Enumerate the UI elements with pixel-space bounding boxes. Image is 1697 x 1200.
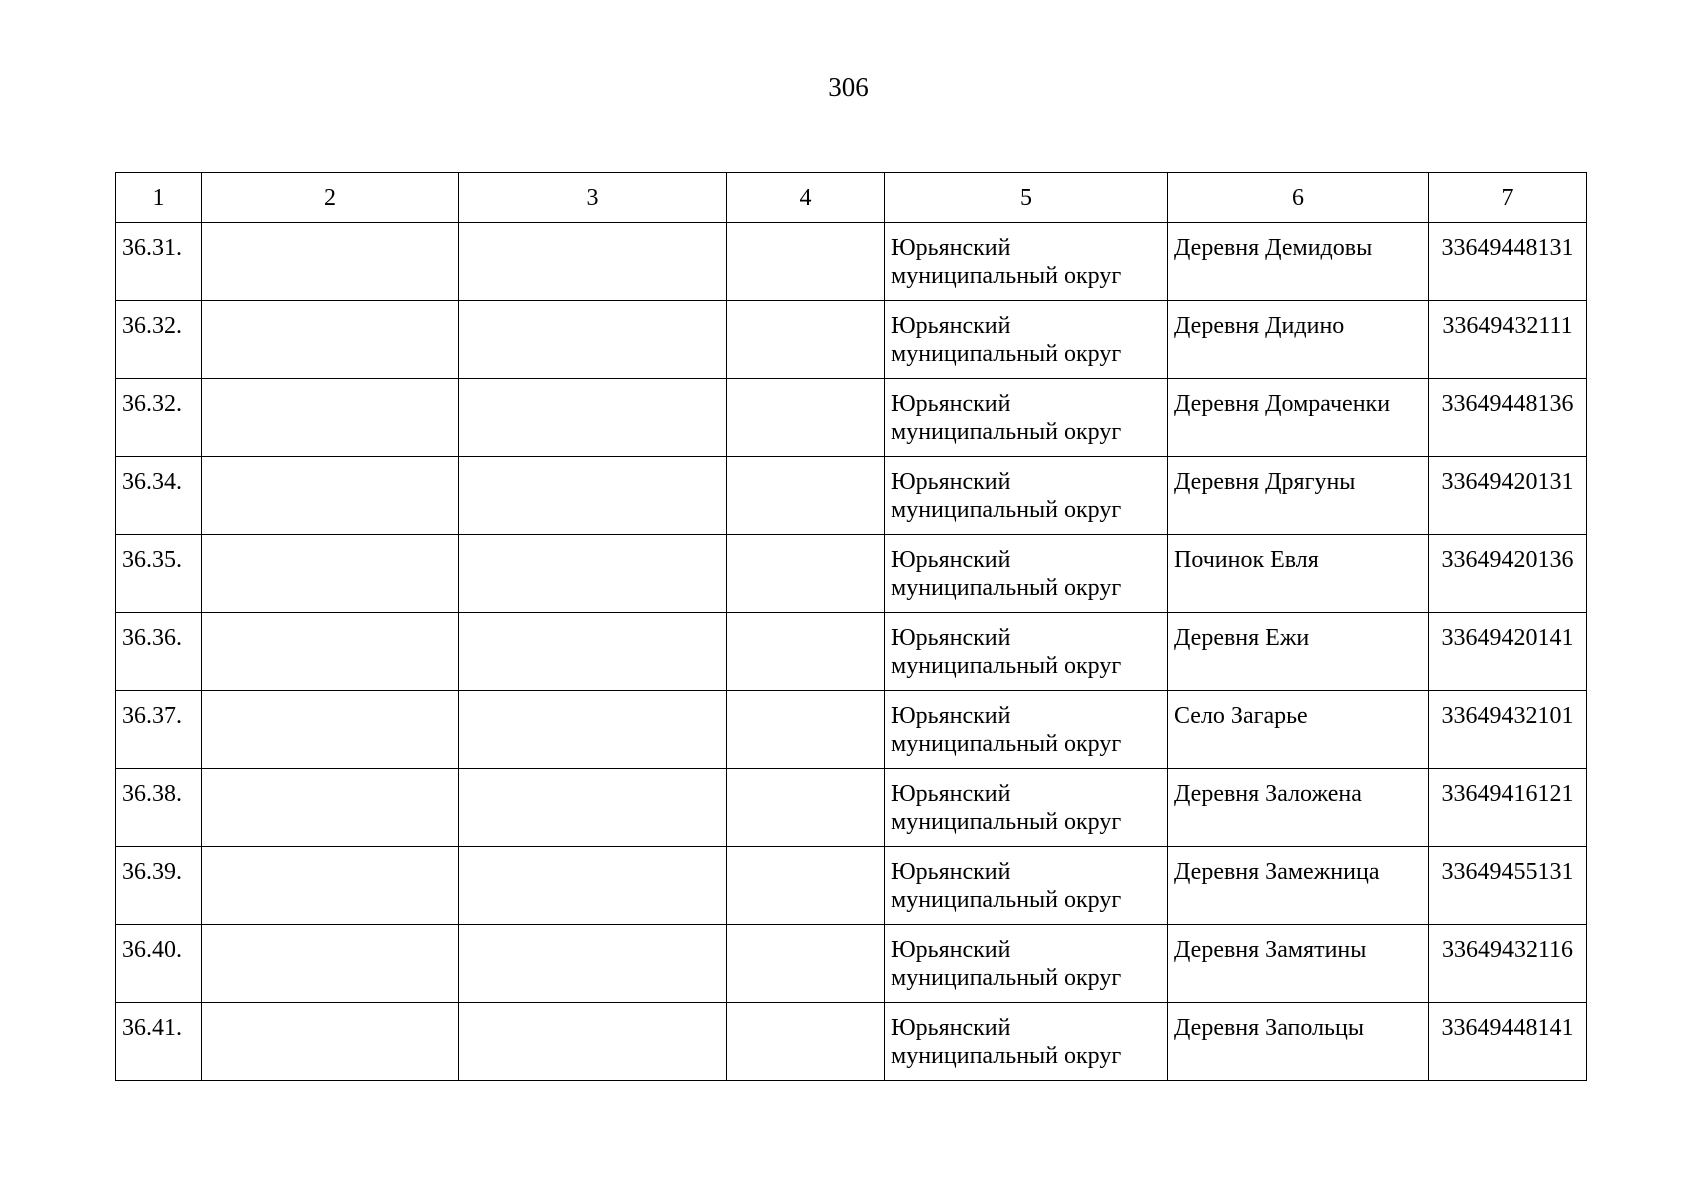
cell-col-4 [727,535,885,613]
cell-oktmo-code: 33649448131 [1429,223,1587,301]
cell-col-4 [727,925,885,1003]
row-number: 36.31. [116,223,202,301]
cell-col-4 [727,379,885,457]
row-number: 36.39. [116,847,202,925]
district-name: Юрьянский [891,1015,1011,1041]
table-row [116,223,1587,301]
cell-district [885,379,1168,457]
cell-district [885,535,1168,613]
district-name: Юрьянский [891,313,1011,339]
table-row [116,457,1587,535]
district-type: муниципальный округ [891,575,1122,601]
cell-district [885,925,1168,1003]
cell-settlement: Починок Евля [1168,535,1429,613]
district-type: муниципальный округ [891,263,1122,289]
cell-col-2 [202,223,459,301]
cell-col-3 [459,301,727,379]
district-name: Юрьянский [891,703,1011,729]
cell-col-3 [459,535,727,613]
cell-col-4 [727,769,885,847]
cell-col-3 [459,379,727,457]
cell-oktmo-code: 33649420131 [1429,457,1587,535]
table-row [116,925,1587,1003]
cell-col-2 [202,769,459,847]
district-name: Юрьянский [891,469,1011,495]
cell-district [885,1003,1168,1081]
cell-settlement: Деревня Заложена [1168,769,1429,847]
cell-col-2 [202,301,459,379]
row-number: 36.32. [116,301,202,379]
cell-settlement: Деревня Дрягуны [1168,457,1429,535]
cell-oktmo-code: 33649420136 [1429,535,1587,613]
cell-settlement: Деревня Домраченки [1168,379,1429,457]
column-header-6: 6 [1168,173,1429,223]
table-row [116,535,1587,613]
cell-oktmo-code: 33649455131 [1429,847,1587,925]
page-number: 306 [828,72,869,102]
table-row [116,847,1587,925]
cell-col-4 [727,847,885,925]
cell-oktmo-code: 33649432111 [1429,301,1587,379]
cell-col-4 [727,301,885,379]
district-type: муниципальный округ [891,731,1122,757]
row-number: 36.41. [116,1003,202,1081]
row-number: 36.40. [116,925,202,1003]
district-name: Юрьянский [891,781,1011,807]
cell-settlement: Деревня Замежница [1168,847,1429,925]
cell-settlement: Село Загарье [1168,691,1429,769]
row-number: 36.38. [116,769,202,847]
cell-settlement: Деревня Демидовы [1168,223,1429,301]
district-type: муниципальный округ [891,341,1122,367]
district-type: муниципальный округ [891,419,1122,445]
column-header-5: 5 [885,173,1168,223]
cell-district [885,457,1168,535]
column-header-1: 1 [116,173,202,223]
cell-settlement: Деревня Замятины [1168,925,1429,1003]
cell-col-4 [727,1003,885,1081]
cell-district [885,691,1168,769]
row-number: 36.36. [116,613,202,691]
cell-district [885,847,1168,925]
district-type: муниципальный округ [891,965,1122,991]
cell-col-2 [202,691,459,769]
column-header-2: 2 [202,173,459,223]
cell-col-4 [727,457,885,535]
cell-col-3 [459,1003,727,1081]
district-type: муниципальный округ [891,887,1122,913]
cell-col-4 [727,223,885,301]
cell-col-3 [459,223,727,301]
table-row [116,301,1587,379]
cell-oktmo-code: 33649432116 [1429,925,1587,1003]
cell-col-2 [202,613,459,691]
cell-oktmo-code: 33649420141 [1429,613,1587,691]
cell-settlement: Деревня Запольцы [1168,1003,1429,1081]
table-header-row [116,173,1587,223]
cell-col-3 [459,847,727,925]
column-header-4: 4 [727,173,885,223]
table-row [116,379,1587,457]
district-type: муниципальный округ [891,653,1122,679]
row-number: 36.32. [116,379,202,457]
column-header-3: 3 [459,173,727,223]
cell-oktmo-code: 33649448136 [1429,379,1587,457]
cell-col-4 [727,613,885,691]
cell-col-3 [459,925,727,1003]
cell-col-3 [459,613,727,691]
settlements-table [115,172,1587,1081]
district-name: Юрьянский [891,937,1011,963]
cell-col-3 [459,691,727,769]
cell-col-2 [202,457,459,535]
cell-oktmo-code: 33649448141 [1429,1003,1587,1081]
table-row [116,613,1587,691]
cell-col-2 [202,535,459,613]
district-name: Юрьянский [891,625,1011,651]
cell-col-2 [202,379,459,457]
district-type: муниципальный округ [891,1043,1122,1069]
cell-col-4 [727,691,885,769]
district-type: муниципальный округ [891,809,1122,835]
cell-col-3 [459,769,727,847]
table-row [116,1003,1587,1081]
row-number: 36.37. [116,691,202,769]
cell-settlement: Деревня Ежи [1168,613,1429,691]
district-name: Юрьянский [891,235,1011,261]
cell-district [885,223,1168,301]
district-name: Юрьянский [891,391,1011,417]
table-row [116,691,1587,769]
cell-oktmo-code: 33649416121 [1429,769,1587,847]
cell-col-2 [202,925,459,1003]
district-name: Юрьянский [891,547,1011,573]
district-type: муниципальный округ [891,497,1122,523]
district-name: Юрьянский [891,859,1011,885]
cell-oktmo-code: 33649432101 [1429,691,1587,769]
cell-district [885,613,1168,691]
row-number: 36.34. [116,457,202,535]
cell-district [885,769,1168,847]
cell-col-3 [459,457,727,535]
table-row [116,769,1587,847]
cell-settlement: Деревня Дидино [1168,301,1429,379]
column-header-7: 7 [1429,173,1587,223]
cell-col-2 [202,847,459,925]
row-number: 36.35. [116,535,202,613]
cell-district [885,301,1168,379]
cell-col-2 [202,1003,459,1081]
